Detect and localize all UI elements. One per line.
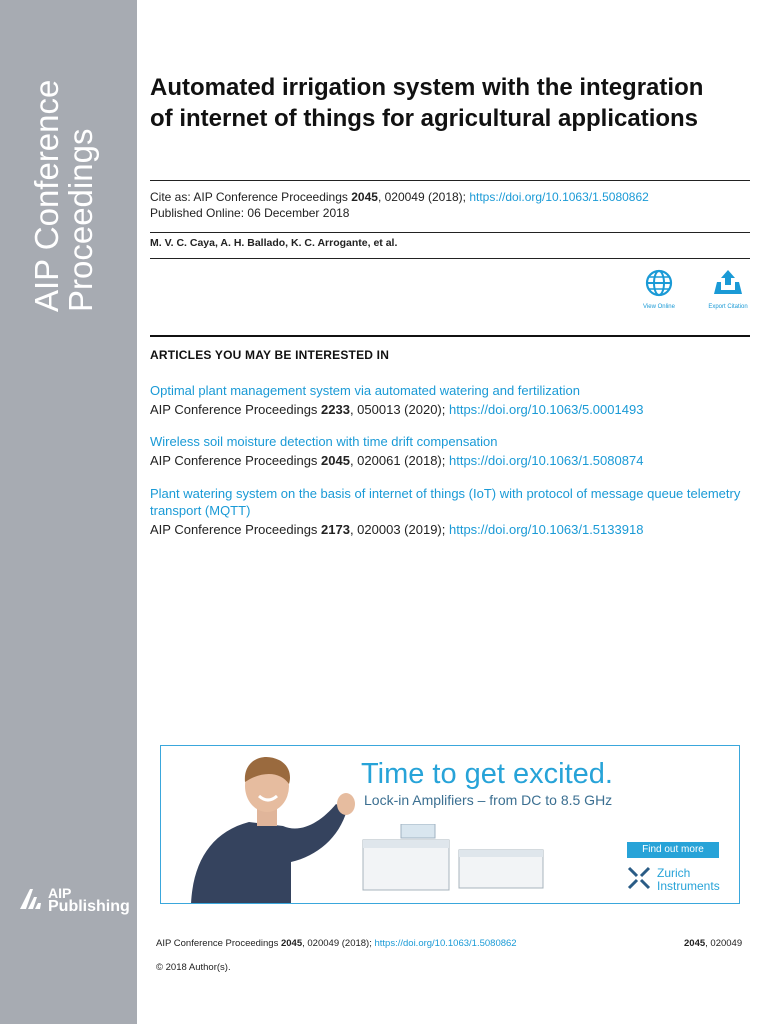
journal-name: AIP Conference Proceedings xyxy=(150,402,322,417)
zurich-instruments-logo-icon xyxy=(627,866,651,890)
related-article-title[interactable]: Wireless soil moisture detection with time drift compensation xyxy=(150,434,498,449)
publisher-name-line1: AIP xyxy=(48,885,72,901)
citation-details: , 020061 (2018); xyxy=(349,453,449,468)
export-citation-button[interactable] xyxy=(688,268,768,310)
globe-icon xyxy=(644,268,674,298)
related-articles-heading: ARTICLES YOU MAY BE INTERESTED IN xyxy=(150,348,390,362)
divider xyxy=(150,335,750,337)
citation-line xyxy=(150,190,649,205)
footer-right-volume: 2045 xyxy=(684,938,706,949)
ad-brand-line2: Instruments xyxy=(657,879,720,893)
article-doi-link[interactable]: https://doi.org/10.1063/1.5080862 xyxy=(469,190,649,204)
volume: 2173 xyxy=(321,522,350,537)
published-date: Published Online: 06 December 2018 xyxy=(150,206,350,220)
export-icon xyxy=(711,268,745,298)
lock-in-amplifier-illustration xyxy=(361,824,546,894)
related-article-citation xyxy=(150,401,750,418)
ad-brand-line1: Zurich xyxy=(657,866,691,880)
related-article xyxy=(150,382,750,418)
journal-name xyxy=(30,52,98,312)
cite-prefix: Cite as: AIP Conference Proceedings xyxy=(150,190,352,204)
related-article-citation xyxy=(150,521,750,538)
citation-details: , 020003 (2019); xyxy=(349,522,449,537)
ad-subline: Lock-in Amplifiers – from DC to 8.5 GHz xyxy=(364,792,613,808)
related-article xyxy=(150,485,750,538)
export-citation-label: Export Citation xyxy=(708,304,748,310)
journal-name: AIP Conference Proceedings xyxy=(150,453,322,468)
related-article xyxy=(150,433,750,469)
related-article-title[interactable]: Optimal plant management system via automated watering and fertilization xyxy=(150,383,580,398)
aip-publishing-logo[interactable] xyxy=(18,885,130,921)
view-online-button[interactable] xyxy=(619,268,699,310)
divider xyxy=(150,258,750,259)
cite-suffix: , 020049 (2018); xyxy=(377,190,470,204)
footer-journal: AIP Conference Proceedings xyxy=(156,938,281,949)
divider xyxy=(150,232,750,233)
view-online-label: View Online xyxy=(643,304,675,310)
ad-headline: Time to get excited. xyxy=(361,758,613,790)
publisher-name-line2: Publishing xyxy=(48,898,130,915)
doi-link[interactable]: https://doi.org/10.1063/1.5133918 xyxy=(448,522,644,537)
journal-name: AIP Conference Proceedings xyxy=(150,522,322,537)
article-title: Automated irrigation system with the integration of internet of things for agricultural applications xyxy=(150,74,704,132)
person-illustration xyxy=(171,752,361,904)
copyright: © 2018 Author(s). xyxy=(156,962,231,973)
related-article-citation xyxy=(150,452,750,469)
footer-page-reference xyxy=(684,938,742,949)
authors: M. V. C. Caya, A. H. Ballado, K. C. Arrogante, et al. xyxy=(150,237,398,249)
footer-right-page: , 020049 xyxy=(705,938,743,949)
volume: 2045 xyxy=(321,453,350,468)
cite-volume: 2045 xyxy=(351,190,378,204)
related-article-title[interactable]: Plant watering system on the basis of internet of things (IoT) with protocol of message queue telemetry transport (MQTT) xyxy=(150,486,741,518)
footer-details: , 020049 (2018); xyxy=(302,938,375,949)
advertisement-banner[interactable] xyxy=(160,745,740,904)
journal-name-line1: AIP Conference xyxy=(28,79,65,312)
doi-link[interactable]: https://doi.org/10.1063/5.0001493 xyxy=(448,402,644,417)
journal-sidebar xyxy=(0,0,137,1024)
footer-doi-link[interactable]: https://doi.org/10.1063/1.5080862 xyxy=(374,938,517,949)
divider xyxy=(150,180,750,181)
journal-name-line2: Proceedings xyxy=(62,128,99,312)
aip-logo-icon xyxy=(18,885,46,913)
citation-details: , 050013 (2020); xyxy=(349,402,449,417)
doi-link[interactable]: https://doi.org/10.1063/1.5080874 xyxy=(448,453,644,468)
footer-volume: 2045 xyxy=(280,938,303,949)
volume: 2233 xyxy=(321,402,350,417)
footer-citation xyxy=(156,938,517,949)
find-out-more-button[interactable]: Find out more xyxy=(627,842,719,858)
